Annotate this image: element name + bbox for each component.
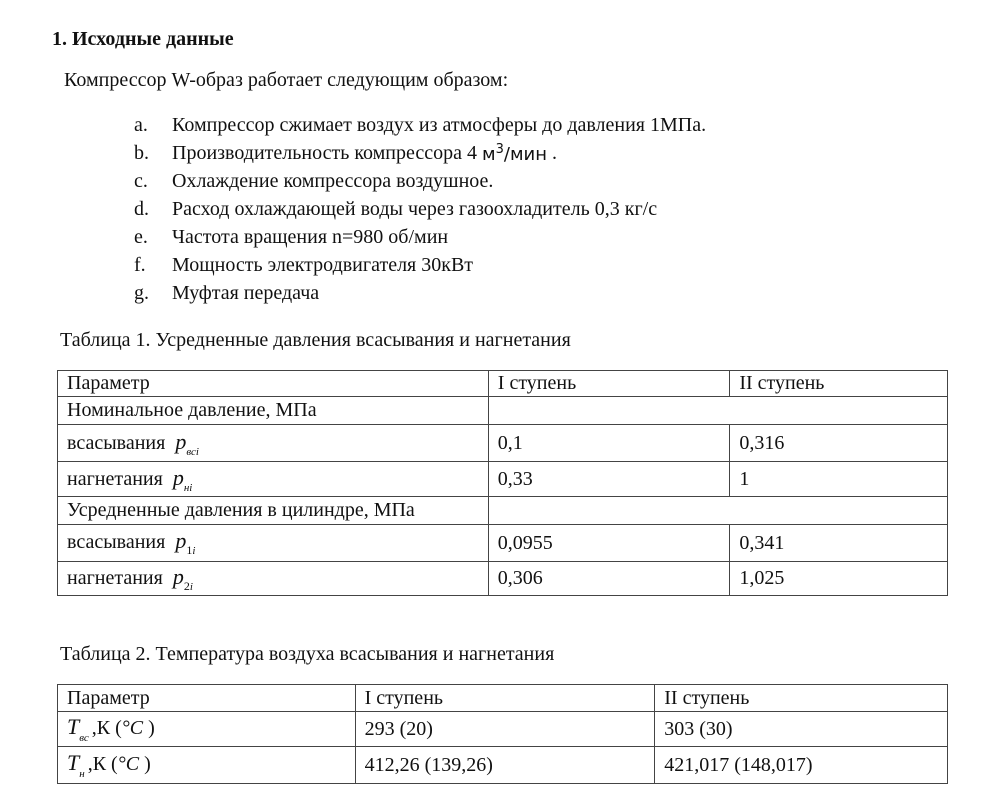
- value-cell: 412,26 (139,26): [355, 747, 655, 784]
- unit-base: м: [482, 144, 496, 165]
- value-cell: 303 (30): [655, 712, 948, 747]
- value-cell: 0,0955: [488, 525, 730, 562]
- value-cell: 1,025: [730, 562, 948, 596]
- list-item-text: Охлаждение компрессора воздушное.: [172, 170, 494, 192]
- value-cell: 0,341: [730, 525, 948, 562]
- unit-exponent: 3: [495, 142, 504, 157]
- table-row: [58, 462, 948, 497]
- table2-caption: Таблица 2. Температура воздуха всасывания и нагнетания: [60, 643, 555, 665]
- param-unit-close: ): [143, 717, 155, 739]
- param-subscript: i: [189, 580, 193, 593]
- empty-cell: [488, 397, 947, 425]
- value-cell: 293 (20): [355, 712, 655, 747]
- list-item-text: Расход охлаждающей воды через газоохладитель 0,3 кг/с: [172, 198, 658, 220]
- table-header-row: [58, 685, 948, 712]
- list-item: [134, 254, 706, 282]
- list-item: [134, 198, 706, 226]
- param-cell: [58, 712, 356, 747]
- param-subscript: i: [192, 545, 196, 557]
- param-symbol: p: [172, 563, 184, 589]
- list-marker: g.: [134, 282, 149, 304]
- param-cell: [58, 525, 489, 562]
- param-unit: ,К (: [91, 717, 122, 739]
- param-cell: [58, 747, 356, 784]
- param-cell: [58, 425, 489, 462]
- table-row: [58, 425, 948, 462]
- value-cell: 0,1: [488, 425, 730, 462]
- param-symbol: T: [67, 750, 80, 775]
- value-cell: 0,316: [730, 425, 948, 462]
- pressure-table: [57, 370, 948, 596]
- empty-cell: [488, 497, 947, 525]
- list-marker: b.: [134, 142, 149, 164]
- header-cell: Параметр: [58, 371, 489, 397]
- intro-text: Компрессор W-образ работает следующим образом:: [64, 69, 509, 91]
- list-item: [134, 282, 706, 310]
- group-label: Номинальное давление, МПа: [58, 397, 489, 425]
- list-item: [134, 142, 706, 170]
- param-label: всасывания: [67, 431, 166, 454]
- param-label: всасывания: [67, 531, 166, 553]
- table-group-row: [58, 497, 948, 525]
- list-marker: c.: [134, 170, 148, 192]
- param-unit: ,К (: [87, 753, 118, 775]
- param-unit-close: ): [139, 753, 151, 775]
- list-marker: a.: [134, 114, 148, 136]
- group-label: Усредненные давления в цилиндре, МПа: [58, 497, 489, 525]
- value-cell: 421,017 (148,017): [655, 747, 948, 784]
- header-cell: II ступень: [655, 685, 948, 712]
- header-cell: II ступень: [730, 371, 948, 397]
- param-subscript-number: 1: [186, 543, 193, 557]
- header-cell: I ступень: [488, 371, 730, 397]
- param-symbol: T: [67, 714, 80, 739]
- value-cell: 0,306: [488, 562, 730, 596]
- value-cell: 1: [730, 462, 948, 497]
- header-cell: Параметр: [58, 685, 356, 712]
- param-symbol: p: [175, 528, 187, 553]
- param-cell: [58, 562, 489, 596]
- list-item: [134, 114, 706, 142]
- input-data-list: [134, 114, 706, 310]
- table-row: [58, 747, 948, 784]
- param-subscript-number: 2: [183, 578, 190, 593]
- param-label: нагнетания: [67, 566, 163, 589]
- list-item-text: Муфтая передача: [172, 282, 320, 304]
- table-row: [58, 712, 948, 747]
- param-symbol: p: [172, 464, 184, 490]
- list-marker: f.: [134, 254, 146, 276]
- table-row: [58, 562, 948, 596]
- list-item-text: Частота вращения n=980 об/мин: [172, 226, 449, 248]
- param-subscript: н: [79, 768, 85, 780]
- table-row: [58, 525, 948, 562]
- header-cell: I ступень: [355, 685, 655, 712]
- list-item: [134, 226, 706, 254]
- list-item: [134, 170, 706, 198]
- param-subscript: ні: [183, 481, 193, 494]
- value-cell: 0,33: [488, 462, 730, 497]
- param-cell: [58, 462, 489, 497]
- list-item-text: Производительность компрессора 4: [172, 142, 482, 164]
- section-title: 1. Исходные данные: [52, 28, 234, 50]
- list-item-tail: .: [547, 142, 557, 164]
- degree-celsius: °C: [117, 753, 140, 775]
- table-group-row: [58, 397, 948, 425]
- list-marker: e.: [134, 226, 148, 248]
- table-header-row: [58, 371, 948, 397]
- param-symbol: p: [175, 428, 187, 454]
- list-marker: d.: [134, 198, 149, 220]
- unit: [482, 142, 547, 170]
- list-item-text: Мощность электродвигателя 30кВт: [172, 254, 474, 276]
- temperature-table: [57, 684, 948, 784]
- param-subscript: вс: [79, 732, 89, 744]
- param-label: нагнетания: [67, 467, 163, 490]
- degree-celsius: °C: [121, 717, 144, 739]
- param-subscript: всі: [186, 445, 199, 458]
- list-item-text: Компрессор сжимает воздух из атмосферы до давления 1МПа.: [172, 114, 707, 136]
- unit-tail: /мин: [503, 144, 547, 165]
- table1-caption: Таблица 1. Усредненные давления всасывания и нагнетания: [60, 329, 571, 351]
